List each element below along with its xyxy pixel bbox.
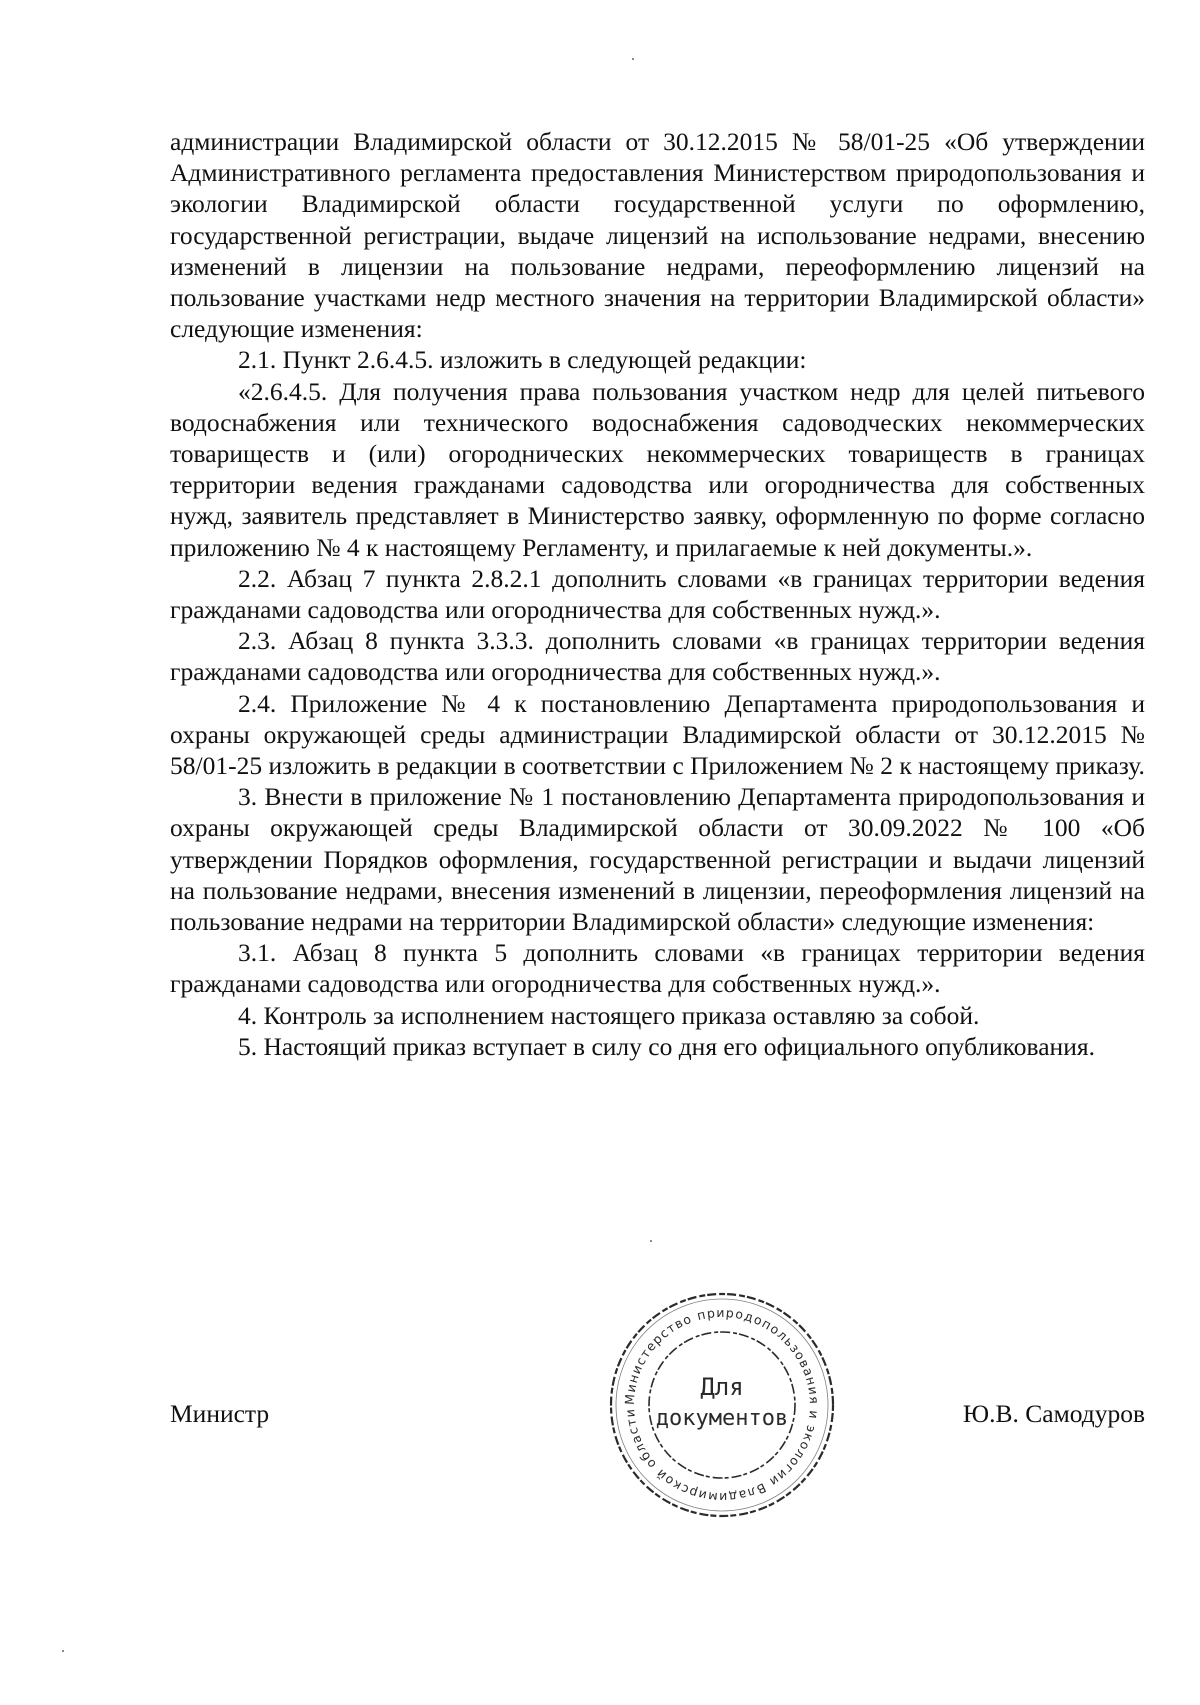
paragraph-2-2: 2.2. Абзац 7 пункта 2.8.2.1 дополнить словами «в границах территории ведения гражданами садоводства или огородничества для собственных нужд.». (170, 563, 1145, 625)
stamp-ring-text: Министерство природопользования и экологии Владимирской области (621, 1304, 823, 1506)
stamp-inner-ring (649, 1332, 795, 1478)
scan-speck (650, 1240, 652, 1242)
scan-speck (62, 1650, 64, 1652)
signature-name: Ю.В. Самодуров (962, 1399, 1145, 1428)
stamp-outer-ring (611, 1294, 833, 1516)
paragraph-2-4: 2.4. Приложение № 4 к постановлению Департамента природопользования и охраны окружающей среды администрации Владимирской области от 30.12.2015 № 58/01-25 изложить в редакции в соответствии с Приложением № 2 к настоящему приказу. (170, 688, 1145, 781)
official-stamp (607, 1290, 837, 1520)
paragraph-2-3: 2.3. Абзац 8 пункта 3.3.3. дополнить словами «в границах территории ведения гражданами садоводства или огородничества для собственных нужд.». (170, 626, 1145, 687)
paragraph-3: 3. Внести в приложение № 1 постановлению Департамента природопользования и охраны окружающей среды Владимирской области от 30.09.2022 № 100 «Об утверждении Порядков оформления, государственной регистрации и выдачи лицензий на пользование недрами, внесения изменений в лицензии, переоформления лицензий на пользование недрами на территории Владимирской области» следующие изменения: (170, 782, 1145, 937)
signature-title: Министр (170, 1399, 270, 1428)
paragraph-intro: администрации Владимирской области от 30.12.2015 № 58/01-25 «Об утверждении Административного регламента предоставления Министерством природопользования и экологии Владимирской области государственной услуги по оформлению, государственной регистрации, выдаче лицензий на использование недрами, внесению изменений в лицензии на пользование недрами, переоформлению лицензий на пользование участками недр местного значения на территории Владимирской области» следующие изменения: (170, 127, 1145, 344)
paragraph-2-6-4-5: «2.6.4.5. Для получения права пользования участком недр для целей питьевого водоснабжения или технического водоснабжения садоводческих некоммерческих товариществ и (или) огороднических некоммерческих товариществ в границах территории ведения гражданами садоводства или огородничества для собственных нужд, заявитель представляет в Министерство заявку, оформленную по форме согласно приложению № 4 к настоящему Регламенту, и прилагаемые к ней документы.». (170, 376, 1145, 562)
document-body (170, 126, 1145, 1062)
paragraph-4: 4. Контроль за исполнением настоящего приказа оставляю за собой. (238, 1000, 980, 1030)
paragraph-3-1: 3.1. Абзац 8 пункта 5 дополнить словами «в границах территории ведения гражданами садоводства или огородничества для собственных нужд.». (170, 938, 1145, 999)
paragraph-2-1: 2.1. Пункт 2.6.4.5. изложить в следующей редакции: (238, 345, 807, 375)
scan-speck (632, 58, 634, 60)
paragraph-5: 5. Настоящий приказ вступает в силу со дня его официального опубликования. (238, 1031, 1095, 1061)
stamp-center-line2: документов (655, 1406, 789, 1431)
stamp-center-line1: Для (700, 1373, 744, 1401)
